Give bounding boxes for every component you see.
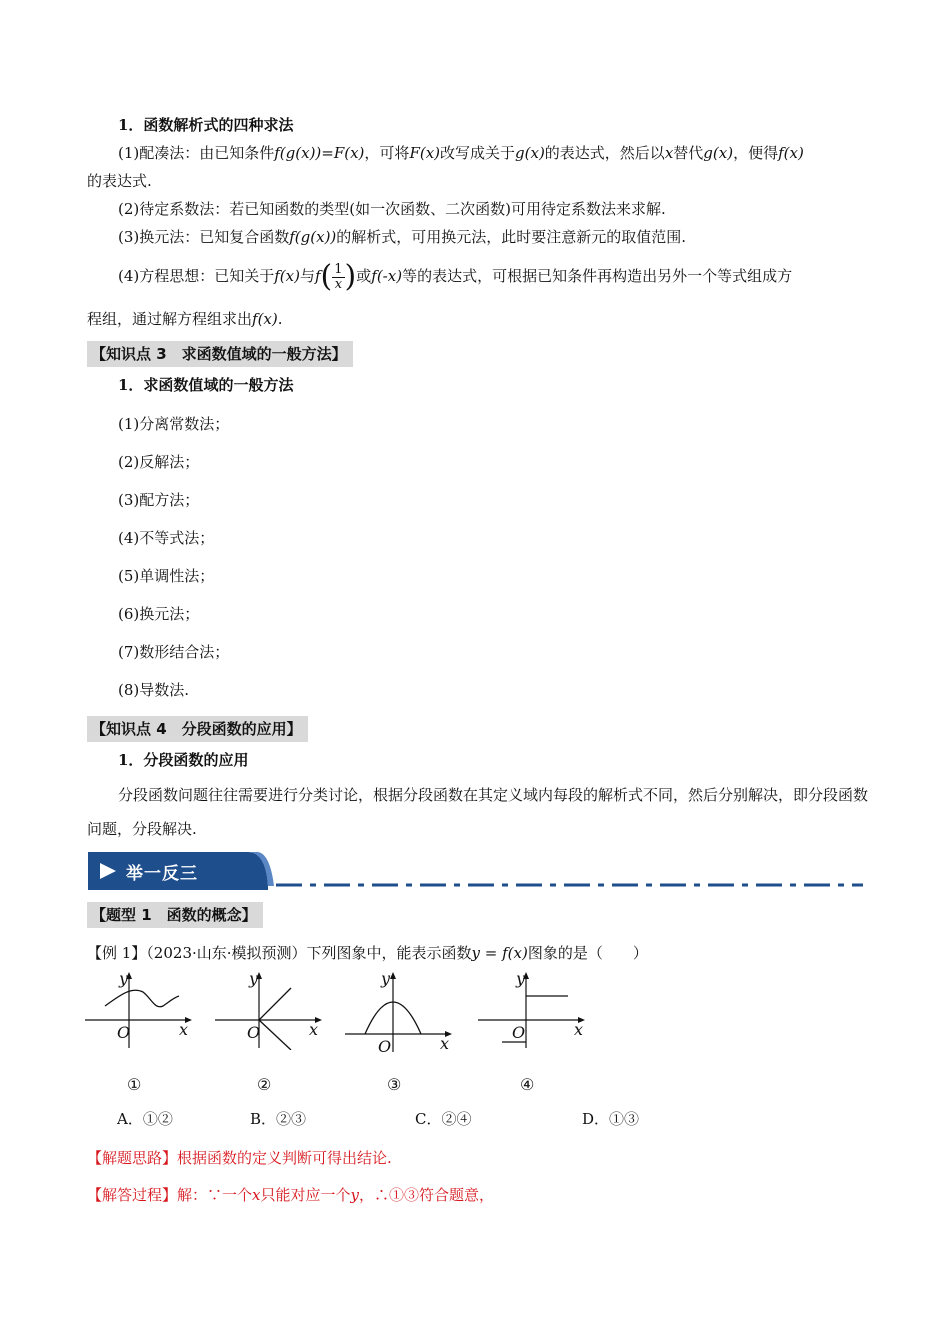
kp3-item: (4)不等式法； [118,529,215,547]
method-item-1-cont: 的表达式. [87,172,152,190]
solution-idea: 【解题思路】根据函数的定义判断可得出结论. [87,1149,392,1167]
graph-3-x-label: x [440,1034,450,1053]
graph-2-x-label: x [309,1020,319,1039]
kp3-item: (1)分离常数法； [118,415,230,433]
option-d[interactable]: D．①③ [582,1110,640,1128]
example1-question: 【例 1】（2023·山东·模拟预测）下列图象中，能表示函数y = f(x)图象的是（ ） [87,944,648,962]
practice-banner [88,852,863,890]
graph-4-y-label: y [516,969,526,988]
kp3-heading: 1．求函数值域的一般方法 [118,376,294,394]
solution-process: 【解答过程】解：∵一个x只能对应一个y，∴①③符合题意， [87,1186,494,1204]
graph-2-number: ② [257,1075,272,1094]
graph-2-y-label: y [249,969,259,988]
option-a[interactable]: A．①② [117,1110,173,1128]
graph-3-origin-label: O [378,1037,392,1056]
graph-3-number: ③ [387,1075,402,1094]
fraction-one-over-x: $\frac{1}{x}$ [334,261,343,292]
graph-1-origin-label: O [117,1023,131,1042]
method-heading: 1．函数解析式的四种求法 [118,116,294,134]
kp3-item: (2)反解法； [118,453,200,471]
option-b[interactable]: B．②③ [250,1110,307,1128]
option-c[interactable]: C．②④ [415,1110,472,1128]
graph-2-origin-label: O [247,1023,261,1042]
graph-4-number: ④ [520,1075,535,1094]
graph-4-x-label: x [574,1020,584,1039]
kp3-item: (8)导数法. [118,681,190,699]
kp3-title: 【知识点 3 求函数值域的一般方法】 [87,341,353,367]
graph-1-y-label: y [119,969,129,988]
method-item-1: (1)配凑法：由已知条件f(g(x))=F(x)，可将F(x)改写成关于g(x)的表达式，然后以x替代g(x)，便得f(x) [118,144,804,162]
method-item-4-cont: 程组，通过解方程组求出f(x). [87,310,283,328]
method-item-4: (4)方程思想：已知关于f(x)与f( $\frac{1}{x}$ )或f(-x)等的表达式，可根据已知条件再构造出另外一个等式组成方 [118,259,793,294]
banner-label: 举一反三 [126,864,198,884]
kp3-item: (5)单调性法； [118,567,215,585]
graph-1-number: ① [127,1075,142,1094]
kp4-paragraph: 分段函数问题往往需要进行分类讨论，根据分段函数在其定义域内每段的解析式不同，然后分别解决，即分段函数问题，分段解决. [87,786,869,838]
kp3-item: (6)换元法； [118,605,200,623]
kp3-item: (7)数形结合法； [118,643,230,661]
method-item-2: (2)待定系数法：若已知函数的类型(如一次函数、二次函数)可用待定系数法来求解. [118,200,666,218]
graph-4-origin-label: O [512,1023,526,1042]
graph-3-y-label: y [381,969,391,988]
type1-title: 【题型 1 函数的概念】 [87,902,263,928]
kp4-title: 【知识点 4 分段函数的应用】 [87,716,308,742]
kp4-heading: 1．分段函数的应用 [118,751,249,769]
graph-3 [345,970,455,1052]
kp3-item: (3)配方法； [118,491,200,509]
graph-4 [478,970,588,1050]
banner-shape [88,852,863,890]
graph-1-x-label: x [179,1020,189,1039]
method-item-3: (3)换元法：已知复合函数f(g(x))的解析式，可用换元法，此时要注意新元的取值范围. [118,228,687,246]
